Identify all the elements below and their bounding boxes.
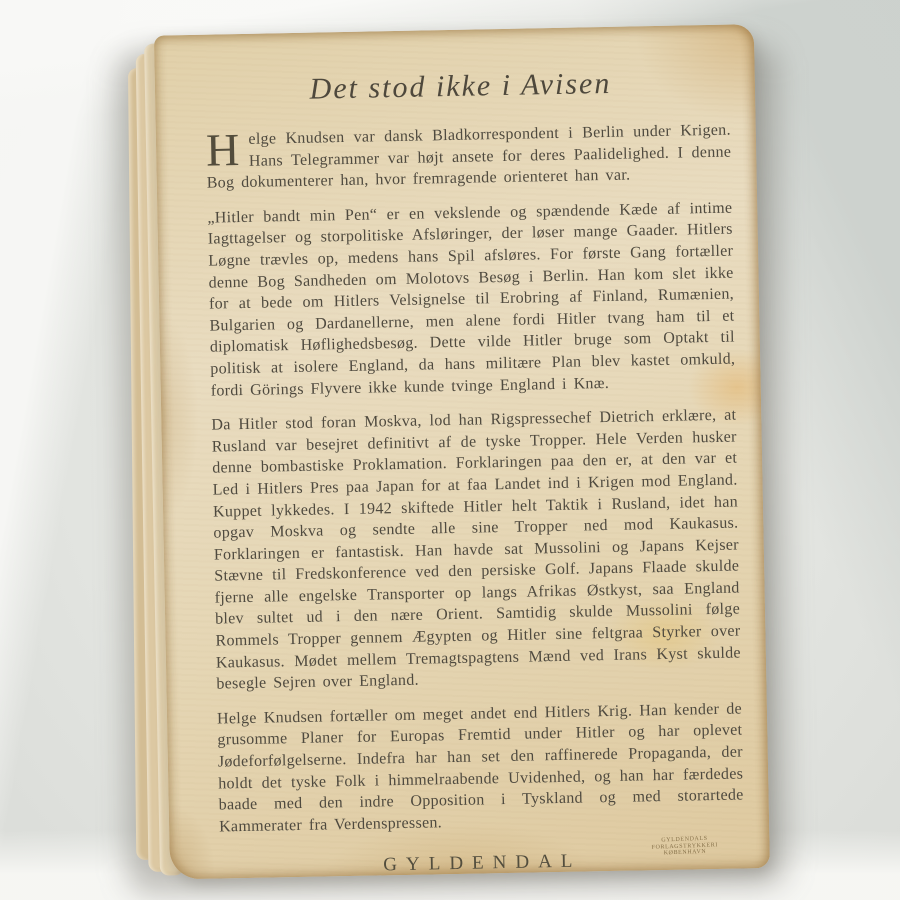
imprint-line: GYLDENDALS <box>660 835 708 843</box>
imprint-line: KØBENHAVN <box>663 848 707 856</box>
book-title: Det stod ikke i Avisen <box>309 66 612 106</box>
drop-cap: H <box>205 124 241 176</box>
printer-imprint <box>651 835 718 857</box>
paragraph: Da Hitler stod foran Moskva, lod han Rigspressechef Dietrich erklære, at Rusland var besejret definitivt af de tyske Tropper. Hele Verden husker denne bombastiske Proklamation. Forklaringen paa den er, at den var et Led i Hitlers Pres paa Japan for at faa Landet ind i Krigen mod England. Kuppet lykkedes. I 1942 skiftede Hitler helt Taktik i Rusland, idet han opgav Moskva og sendte alle sine Tropper ned mod Kaukasus. Forklaringen er fantastisk. Han havde sat Mussolini og Japans Kejser Stævne til Fredskonference ved den persiske Golf. Japans Flaade skulde fjerne alle engelske Transporter op langs Afrikas Østkyst, saa England blev sultet ud i den nære Orient. Samtidig skulde Mussolini følge Rommels Tropper gennem Ægypten og Hitler sine feltgraa Styrker over Kaukasus. Mødet mellem Tremagtspagtens Mænd ved Irans Kyst skulde besegle Sejren over England. <box>211 406 742 693</box>
publisher-name: GYLDENDAL <box>383 850 582 876</box>
imprint-line: FORLAGSTRYKKERI <box>651 841 718 850</box>
paragraph: „Hitler bandt min Pen“ er en vekslende og spændende Kæde af intime Iagttagelser og storpolitiske Afsløringer, der løser mange Gaader. Hitlers Løgne trævles op, medens hans Spil afsløres. For første Gang fortæller denne Bog Sandheden om Molotovs Besøg i Berlin. Han kom slet ikke for at bede om Hitlers Velsignelse til Erobring af Finland, Rumænien, Bulgarien og Dardanellerne, men alene fordi Hitler tvang ham til et diplomatisk Høflighedsbesøg. Dette vilde Hitler bruge som Optakt til politisk at isolere England, da hans militære Plan blev kastet omkuld, fordi Görings Flyvere ikke kunde tvinge England i Knæ. <box>207 199 736 400</box>
blurb-text <box>206 120 745 838</box>
book-back-cover <box>154 24 770 879</box>
paragraph: Helge Knudsen fortæller om meget andet end Hitlers Krig. Han kender de grusomme Planer for Europas Fremtid under Hitler og har oplevet Jødeforfølgelserne. Indefra har han set den raffinerede Propaganda, der holdt det tyske Folk i himmelraabende Uvidenhed, og han har færdedes baade med den indre Opposition i Tyskland og med storartede Kammerater fra Verdenspressen. <box>216 700 744 836</box>
paragraph <box>206 120 732 195</box>
paragraph-text: elge Knudsen var dansk Bladkorrespondent i Berlin under Krigen. Hans Telegrammer var højt ansete for deres Paalidelighed. I denne Bog dokumenterer han, hvor fremragende orienteret han var. <box>206 121 732 192</box>
book <box>120 20 784 888</box>
cover-content <box>154 24 770 879</box>
